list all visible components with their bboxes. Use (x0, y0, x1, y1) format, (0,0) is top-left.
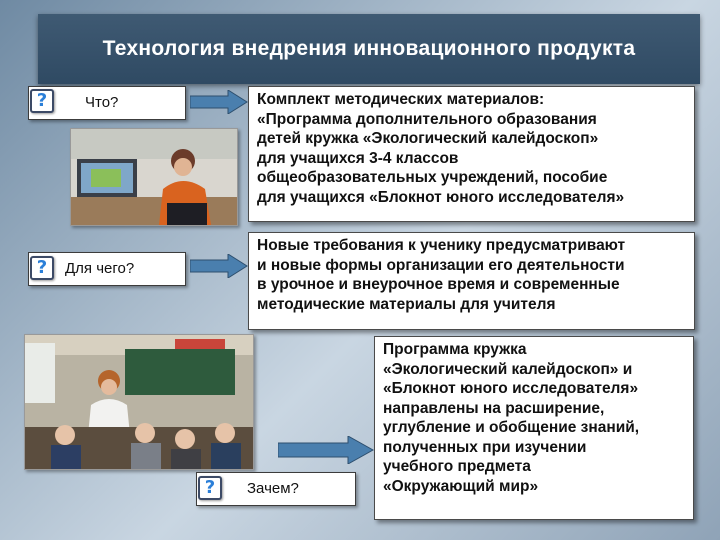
answer-line: «Программа дополнительного образования (257, 110, 597, 128)
answer-line: методические материалы для учителя (257, 295, 556, 313)
answer-line: направлены на расширение, (383, 399, 605, 417)
answer-line: углубление и обобщение знаний, (383, 419, 640, 436)
answer-line: детей кружка «Экологический калейдоскоп» (257, 130, 599, 147)
answer-line: и новые формы организации его деятельности (257, 256, 625, 274)
teacher-at-computer-photo (70, 128, 238, 226)
question-mark-icon: ? (198, 476, 222, 500)
answer-line: полученных при изучении (383, 438, 587, 456)
arrow-right-icon (278, 436, 374, 464)
question-mark-icon: ? (30, 89, 54, 113)
answer-line: «Экологический калейдоскоп» и (383, 360, 633, 378)
answer-line: «Окружающий мир» (383, 477, 539, 495)
answer-line: Программа кружка (383, 341, 527, 358)
answer-box-what-for (374, 336, 694, 520)
question-label-why: Для чего? (65, 260, 135, 277)
answer-line: в урочное и внеурочное время и современные (257, 276, 620, 293)
answer-line: Новые требования к ученику предусматривают (257, 237, 626, 254)
question-label-what: Что? (85, 94, 119, 111)
answer-box-why (248, 232, 695, 330)
arrow-right-icon (190, 90, 248, 114)
answer-box-what (248, 86, 695, 222)
question-mark-icon: ? (30, 256, 54, 280)
slide-title-bar (38, 14, 700, 84)
arrow-right-icon (190, 254, 248, 278)
answer-line: для учащихся 3-4 классов (257, 149, 459, 167)
answer-line: Комплект методических материалов: (257, 91, 545, 108)
answer-line: учебного предмета (383, 458, 531, 475)
classroom-photo (24, 334, 254, 470)
slide-title: Технология внедрения инновационного продукта (102, 37, 636, 60)
answer-line: общеобразовательных учреждений, пособие (257, 169, 608, 186)
question-label-what-for: Зачем? (247, 480, 299, 497)
answer-line: для учащихся «Блокнот юного исследователя» (257, 188, 625, 206)
answer-line: «Блокнот юного исследователя» (383, 380, 639, 397)
